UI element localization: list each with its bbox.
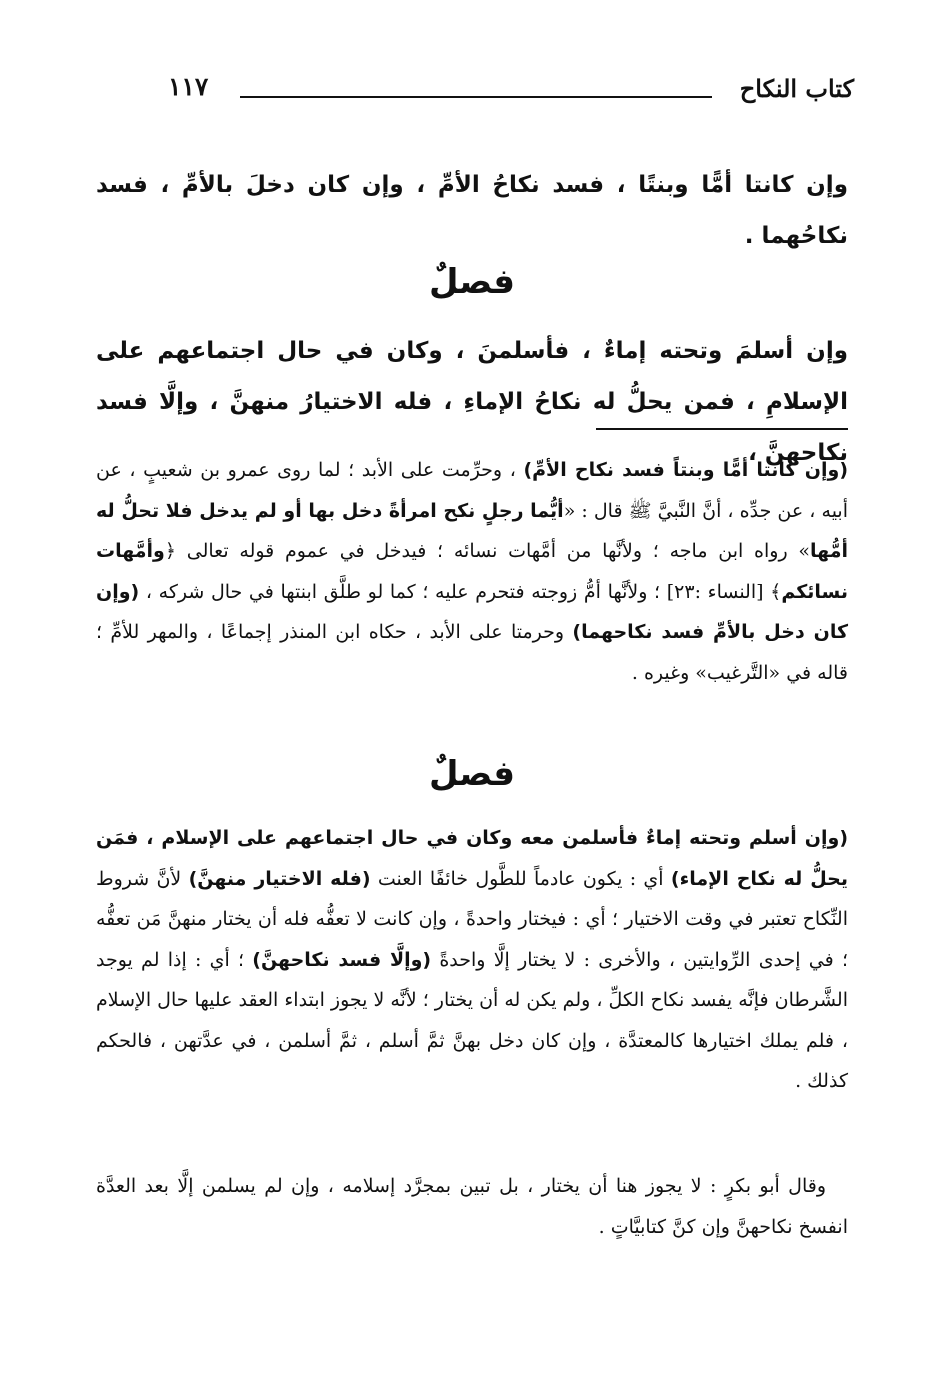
main-text-paragraph-2: وإن أسلمَ وتحته إماءٌ ، فأسلمنَ ، وكان في حال اجتماعهم على الإسلامِ ، فمن يحلُّ له نكاحُ الإماءِ ، فله الاختيارُ منهنَّ ، وإلَّا فسد نكاحهنَّ ، bbox=[96, 338, 848, 466]
quoted-matn: (فله الاختيار منهنَّ) bbox=[188, 867, 371, 890]
commentary-paragraph-3: وقال أبو بكرٍ : لا يجوز هنا أن يختار ، بل تبين بمجرَّد إسلامه ، وإن لم يسلمن إلَّا بعد العدَّة انفسخ نكاحهنَّ وإن كنَّ كتابيَّاتٍ . bbox=[96, 1175, 848, 1238]
quoted-matn: (وإلَّا فسد نكاحهنَّ) bbox=[252, 948, 432, 971]
text-divider bbox=[596, 428, 848, 430]
quoted-matn: (وإن كانتا أمًّا وبنتاً فسد نكاح الأمِّ) bbox=[523, 459, 849, 481]
running-header bbox=[110, 70, 854, 110]
book-title: كتاب النكاح bbox=[739, 74, 854, 103]
quoted-matn: (وإن كان دخل بالأمِّ فسد نكاحهما) bbox=[96, 580, 848, 643]
commentary-paragraph-2 bbox=[96, 818, 848, 1102]
quoted-matn: (وإن أسلم وتحته إماءٌ فأسلمن معه وكان في حال اجتماعهم على الإسلام ، فمَن يحلُّ له نكاح الإماء) bbox=[96, 827, 848, 890]
commentary-text: ، وحرِّمت على الأبد ؛ لما روى عمرو بن شعيبٍ ، عن أبيه ، عن جدِّه ، أنَّ النَّبيَّ ﷺ قال : « bbox=[96, 459, 848, 522]
commentary-paragraph-1 bbox=[96, 450, 848, 693]
page-number: ١١٧ bbox=[168, 72, 209, 101]
commentary-text: » رواه ابن ماجه ؛ ولأنَّها من أمَّهات نسائه ؛ فيدخل في عموم قوله تعالى ﴿ bbox=[164, 540, 811, 562]
commentary-text: وحرمتا على الأبد ، حكاه ابن المنذر إجماعًا ، والمهر للأمِّ ؛ قاله في «التَّرغيب» وغيره . bbox=[96, 621, 848, 684]
section-heading-1: فصلٌ bbox=[428, 262, 516, 302]
quran-quote: وأمَّهات نسائكم bbox=[96, 540, 848, 603]
hadith-quote: أيُّما رجلٍ نكح امرأةً دخل بها أو لم يدخل فلا تحلُّ له أمُّها bbox=[96, 499, 848, 562]
main-text-paragraph-1: وإن كانتا أمًّا وبنتًا ، فسد نكاحُ الأمِّ ، وإن كان دخلَ بالأمِّ ، فسد نكاحُهما . bbox=[96, 172, 848, 249]
commentary-text: ﴾ [النساء :٢٣] ؛ ولأنَّها أمُّ زوجته فتحرم عليه ؛ كما لو طلَّق ابنتها في حال شركه ، bbox=[139, 580, 782, 603]
commentary-text: أي : يكون عادماً للطَّول خائفًا العنت bbox=[370, 867, 671, 890]
commentary-text: لأنَّ شروط النِّكاح تعتبر في وقت الاختيار ؛ أي : فيختار واحدةً ، وإن كانت لا تعفُّه فله أن يختار منهنَّ مَن تعفُّه ؛ في إحدى الرِّوايتين ، والأخرى : لا يختار إلَّا واحدةً bbox=[96, 867, 848, 971]
header-rule bbox=[240, 96, 712, 98]
section-heading-2: فصلٌ bbox=[428, 754, 516, 794]
commentary-text: ؛ أي : إذا لم يوجد الشَّرطان فإنَّه يفسد نكاح الكلِّ ، ولم يكن له أن يختار ؛ لأنَّه لا يجوز ابتداء العقد عليها حال الإسلام ، فلم يملك اختيارها كالمعتدَّة ، وإن كان دخل بهنَّ ثمَّ أسلم ، ثمَّ أسلمن ، في عدَّتهن ، فالحكم كذلك . bbox=[96, 948, 848, 1092]
